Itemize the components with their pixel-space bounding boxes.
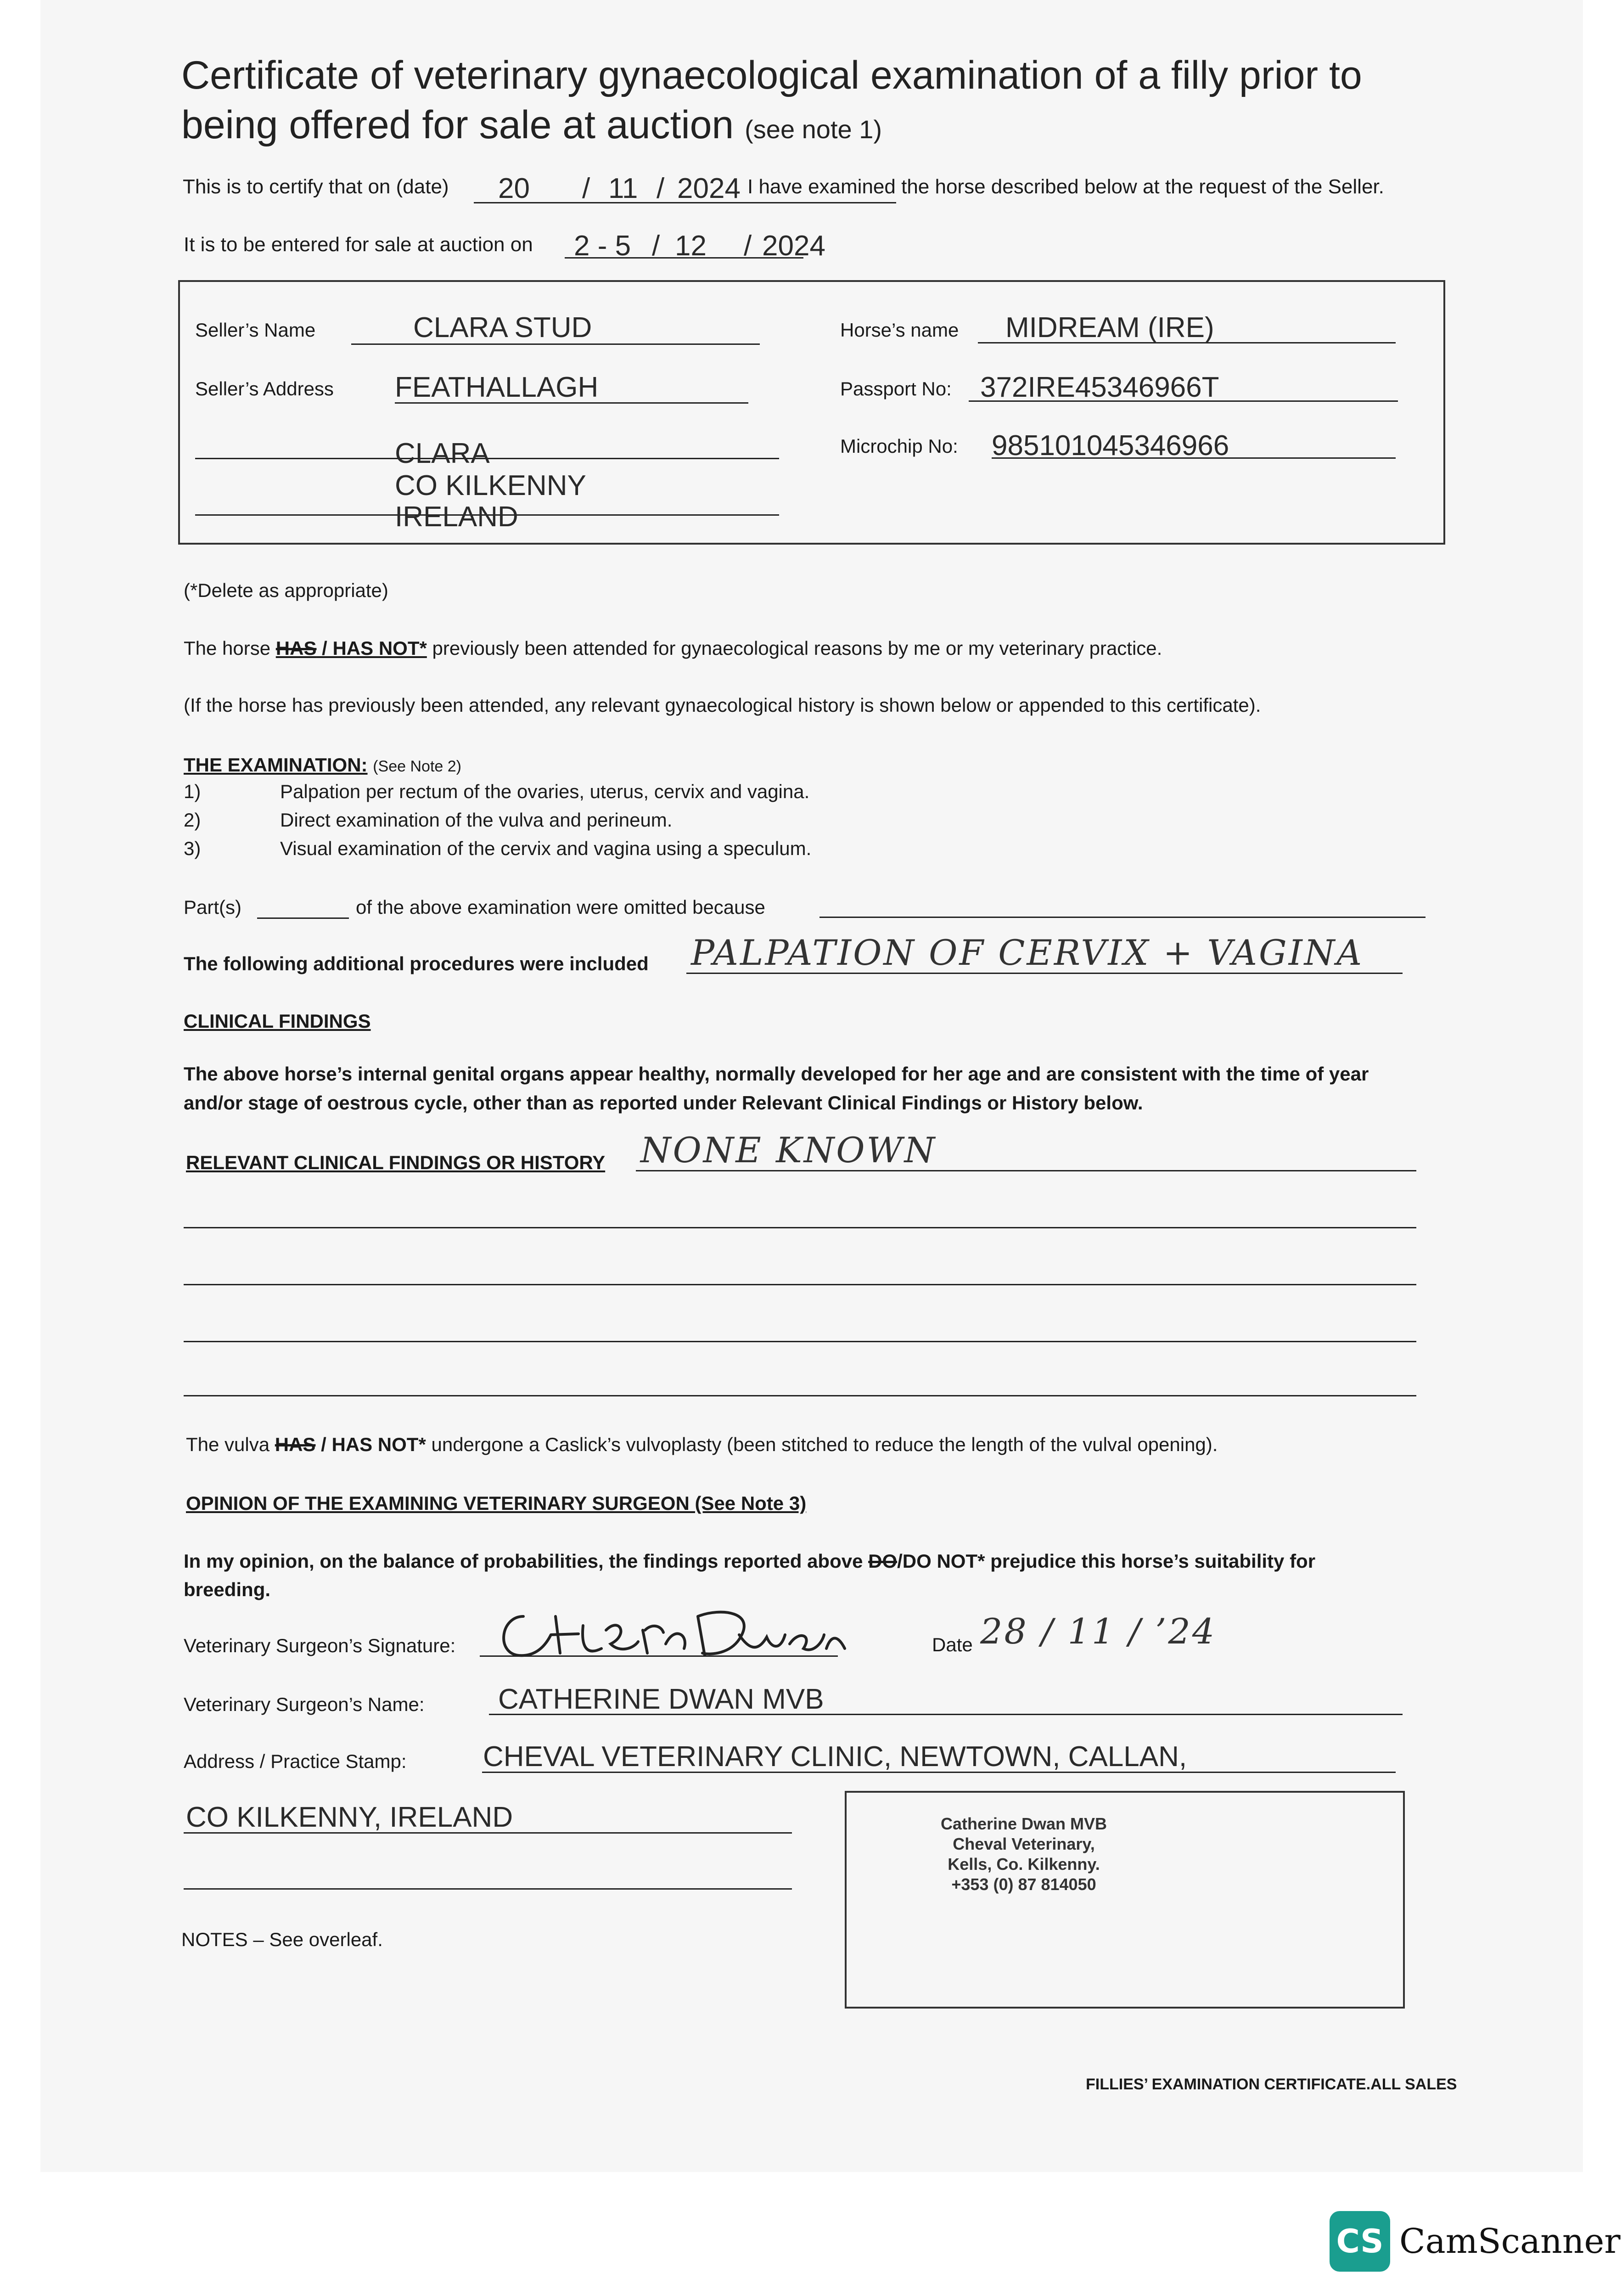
vulva-struck: HAS (275, 1434, 316, 1455)
seller-address-label: Seller’s Address (195, 378, 334, 400)
certify-year: 2024 (677, 173, 741, 204)
clinical-heading: CLINICAL FINDINGS (184, 1010, 371, 1032)
camscanner-logo: CS (1330, 2211, 1390, 2272)
certify-sep-1: / (582, 173, 590, 204)
attended-statement: The horse HAS / HAS NOT* previously been attended for gynaecological reasons by me or my veterinary practice. (184, 637, 1162, 659)
title-line-2: being offered for sale at auction (see note 1) (181, 103, 882, 147)
vulva-statement: The vulva HAS / HAS NOT* undergone a Caslick’s vulvoplasty (been stitched to reduce the length of the vulval opening). (186, 1434, 1218, 1455)
sale-sep-1: / (652, 230, 660, 262)
microchip-label: Microchip No: (840, 435, 958, 457)
passport-number: 372IRE45346966T (980, 371, 1219, 403)
address-label: Address / Practice Stamp: (184, 1750, 407, 1772)
certify-suffix: I have examined the horse described below at the request of the Seller. (747, 175, 1384, 198)
passport-label: Passport No: (840, 378, 952, 400)
seller-address-2: CLARA (395, 438, 490, 469)
sale-day: 2 - 5 (574, 230, 631, 262)
clinical-statement-2: and/or stage of oestrous cycle, other than as reported under Relevant Clinical Findings or History below. (184, 1092, 1143, 1114)
opinion-heading: OPINION OF THE EXAMINING VETERINARY SURGEON (See Note 3) (186, 1492, 807, 1514)
attended-choice: HAS / HAS NOT* (275, 637, 427, 659)
relevant-label: RELEVANT CLINICAL FINDINGS OR HISTORY (186, 1152, 606, 1173)
delete-note: (*Delete as appropriate) (184, 580, 388, 601)
camscanner-name: CamScanner (1399, 2222, 1621, 2261)
blank-line-1 (184, 1227, 1416, 1228)
certify-prefix: This is to certify that on (date) (183, 175, 449, 198)
exam-item-1-num: 1) (184, 781, 201, 802)
signature-date: 28 / 11 / ’24 (980, 1611, 1217, 1652)
seller-horse-box (178, 280, 1445, 545)
footer-label: FILLIES’ EXAMINATION CERTIFICATE.ALL SALES (1086, 2076, 1457, 2093)
notes: NOTES – See overleaf. (181, 1929, 383, 1950)
blank-line-2 (184, 1284, 1416, 1285)
horse-name: MIDREAM (IRE) (1005, 312, 1214, 343)
signature-drawing (482, 1598, 849, 1671)
certify-day: 20 (498, 173, 530, 204)
opinion-text-1: In my opinion, on the balance of probabilities, the findings reported above DO/DO NOT* prejudice this horse’s suitability for (184, 1550, 1316, 1572)
additional-label: The following additional procedures were included (184, 953, 649, 974)
practice-stamp: Catherine Dwan MVB Cheval Veterinary, Kells, Co. Kilkenny. +353 (0) 87 814050 (940, 1814, 1107, 1894)
page-title (181, 51, 1362, 154)
clinical-statement-1: The above horse’s internal genital organs appear healthy, normally developed for her age and are consistent with the time of year (184, 1063, 1369, 1085)
sale-year: 2024 (762, 230, 825, 262)
exam-item-2-text: Direct examination of the vulva and perineum. (280, 809, 673, 831)
exam-item-2-num: 2) (184, 809, 201, 831)
opinion-struck: DO (868, 1550, 898, 1572)
omitted-prefix: Part(s) (184, 896, 241, 918)
omitted-suffix: of the above examination were omitted because (356, 896, 765, 918)
blank-line-4 (184, 1395, 1416, 1396)
exam-item-1-text: Palpation per rectum of the ovaries, uterus, cervix and vagina. (280, 781, 810, 802)
certify-month: 11 (608, 173, 638, 204)
sale-sep-2: / (744, 230, 752, 262)
date-label: Date (932, 1634, 973, 1655)
opinion-text-2: breeding. (184, 1579, 271, 1600)
practice-address-1: CHEVAL VETERINARY CLINIC, NEWTOWN, CALLAN, (483, 1741, 1187, 1773)
certify-sep-2: / (657, 173, 665, 204)
surgeon-name: CATHERINE DWAN MVB (498, 1683, 824, 1715)
horse-name-label: Horse’s name (840, 319, 959, 341)
signature-label: Veterinary Surgeon’s Signature: (184, 1635, 456, 1656)
vulva-choice: HAS / HAS NOT* (275, 1434, 426, 1455)
surgeon-name-label: Veterinary Surgeon’s Name: (184, 1694, 425, 1715)
examination-heading: THE EXAMINATION: (See Note 2) (184, 754, 461, 776)
practice-address-2: CO KILKENNY, IRELAND (186, 1801, 513, 1833)
exam-item-3-text: Visual examination of the cervix and vagina using a speculum. (280, 838, 812, 859)
attended-struck: HAS (275, 637, 317, 659)
history-note: (If the horse has previously been attended, any relevant gynaecological history is shown below or appended to this certificate). (184, 694, 1261, 716)
exam-item-3-num: 3) (184, 838, 201, 859)
title-line-1: Certificate of veterinary gynaecological examination of a filly prior to (181, 53, 1362, 97)
seller-name-label: Seller’s Name (195, 319, 316, 341)
blank-line-3 (184, 1341, 1416, 1342)
seller-address-1: FEATHALLAGH (395, 371, 599, 403)
seller-address-3: CO KILKENNY (395, 470, 586, 501)
additional-value: PALPATION OF CERVIX + VAGINA (691, 932, 1364, 973)
title-note: (see note 1) (745, 115, 882, 144)
relevant-value: NONE KNOWN (640, 1130, 937, 1171)
seller-name: CLARA STUD (413, 312, 592, 343)
sale-prefix: It is to be entered for sale at auction on (184, 233, 533, 256)
sale-month: 12 (675, 230, 707, 262)
blank-address-line (184, 1888, 792, 1890)
microchip-number: 985101045346966 (992, 430, 1229, 461)
seller-address-4: IRELAND (395, 501, 518, 533)
